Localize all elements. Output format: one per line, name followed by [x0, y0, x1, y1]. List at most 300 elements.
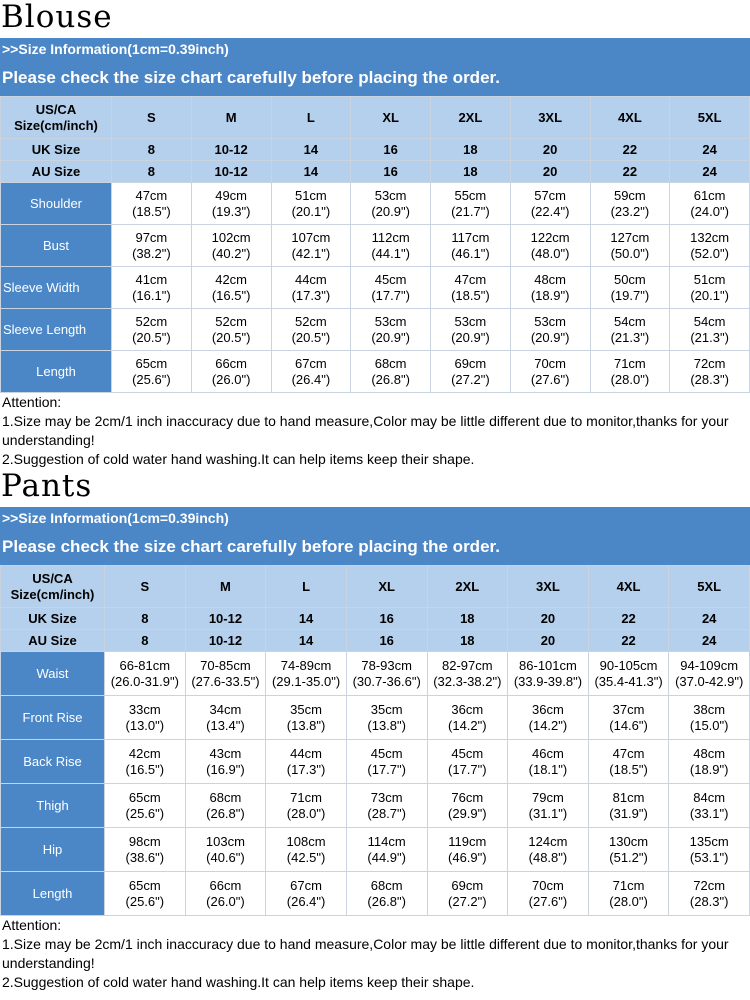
measurement-cell: [427, 652, 508, 696]
measurement-row: [1, 652, 750, 696]
measurement-cell: [508, 652, 589, 696]
measurement-cm: 42cm: [128, 745, 161, 761]
measurement-label: Thigh: [1, 784, 105, 828]
au-size-cell: 8: [105, 630, 186, 652]
measurement-row: [1, 696, 750, 740]
measurement-inch: (20.9"): [451, 329, 490, 345]
measurement-cell: [191, 225, 271, 267]
measurement-inch: (26.8"): [367, 893, 406, 909]
measurement-inch: (42.1"): [291, 245, 331, 261]
measurement-cm: 51cm: [693, 271, 726, 287]
measurement-cell: [105, 696, 186, 740]
measurement-label: Back Rise: [1, 740, 105, 784]
measurement-inch: (26.0-31.9"): [110, 673, 179, 689]
pants-size-info: >>Size Information(1cm=0.39inch): [2, 510, 229, 526]
measurement-inch: (30.7-36.6"): [352, 673, 421, 689]
measurement-inch: (26.4"): [286, 893, 326, 909]
measurement-cm: 38cm: [693, 701, 726, 717]
measurement-cell: [670, 309, 750, 351]
measurement-cell: [508, 872, 589, 916]
measurement-cell: [588, 784, 669, 828]
measurement-inch: (17.7"): [371, 287, 410, 303]
measurement-cm: 68cm: [209, 789, 242, 805]
measurement-cell: [431, 351, 511, 393]
measurement-cm: 66cm: [215, 355, 248, 371]
measurement-cm: 132cm: [690, 229, 730, 245]
au-size-cell: 22: [588, 630, 669, 652]
measurement-cm: 34cm: [209, 701, 242, 717]
size-header-cell: 3XL: [508, 566, 589, 608]
measurement-inch: (38.2"): [132, 245, 171, 261]
uk-size-cell: 18: [427, 608, 508, 630]
measurement-cm: 57cm: [534, 187, 567, 203]
measurement-cell: [185, 784, 266, 828]
measurement-cm: 68cm: [370, 877, 403, 893]
measurement-inch: (24.0"): [690, 203, 729, 219]
au-size-label: AU Size: [1, 630, 105, 652]
measurement-inch: (20.5"): [132, 329, 171, 345]
measurement-row: [1, 351, 750, 393]
measurement-inch: (23.2"): [610, 203, 650, 219]
measurement-inch: (21.7"): [451, 203, 490, 219]
measurement-cell: [271, 351, 351, 393]
pants-check-notice: Please check the size chart carefully before placing the order.: [2, 537, 500, 556]
measurement-inch: (15.0"): [689, 717, 729, 733]
au-size-cell: 14: [266, 630, 347, 652]
measurement-cell: [112, 267, 192, 309]
size-header-cell: M: [191, 97, 271, 139]
measurement-cm: 42cm: [215, 271, 248, 287]
measurement-cm: 84cm: [693, 789, 726, 805]
measurement-cell: [346, 872, 427, 916]
measurement-cm: 41cm: [135, 271, 168, 287]
measurement-inch: (26.4"): [291, 371, 331, 387]
measurement-inch: (28.0"): [609, 893, 648, 909]
measurement-inch: (31.9"): [609, 805, 648, 821]
measurement-inch: (18.5"): [451, 287, 490, 303]
measurement-inch: (28.0"): [610, 371, 650, 387]
measurement-inch: (44.9"): [367, 849, 406, 865]
measurement-inch: (17.7"): [367, 761, 406, 777]
measurement-cell: [669, 872, 750, 916]
measurement-cm: 94-109cm: [680, 657, 739, 673]
measurement-cm: 48cm: [534, 271, 567, 287]
pants-size-header-row: [1, 566, 750, 608]
measurement-row: [1, 267, 750, 309]
measurement-cm: 52cm: [215, 313, 248, 329]
measurement-inch: (18.5"): [609, 761, 648, 777]
measurement-cell: [427, 740, 508, 784]
measurement-cm: 45cm: [374, 271, 407, 287]
uk-size-cell: 10-12: [185, 608, 266, 630]
measurement-inch: (21.3"): [690, 329, 729, 345]
measurement-cell: [351, 309, 431, 351]
measurement-cell: [670, 267, 750, 309]
measurement-inch: (28.7"): [367, 805, 406, 821]
size-header-cell: XL: [346, 566, 427, 608]
uk-size-cell: 20: [510, 139, 590, 161]
measurement-cm: 54cm: [613, 313, 646, 329]
size-header-cell: M: [185, 566, 266, 608]
measurement-cm: 67cm: [294, 355, 327, 371]
measurement-inch: (29.9"): [448, 805, 487, 821]
measurement-inch: (31.1"): [528, 805, 568, 821]
pants-title: Pants: [1, 468, 93, 504]
measurement-cell: [105, 652, 186, 696]
blouse-au-row: [1, 161, 750, 183]
measurement-inch: (52.0"): [690, 245, 729, 261]
measurement-cell: [510, 351, 590, 393]
uk-size-cell: 18: [431, 139, 511, 161]
blouse-size-header-row: [1, 97, 750, 139]
measurement-inch: (40.2"): [211, 245, 251, 261]
measurement-inch: (18.1"): [528, 761, 568, 777]
measurement-inch: (13.0"): [125, 717, 165, 733]
measurement-cell: [431, 309, 511, 351]
measurement-cm: 52cm: [294, 313, 327, 329]
measurement-cell: [510, 267, 590, 309]
measurement-cell: [670, 225, 750, 267]
measurement-cell: [112, 183, 192, 225]
measurement-inch: (46.9"): [448, 849, 487, 865]
measurement-label: Shoulder: [1, 183, 112, 225]
uk-size-cell: 14: [266, 608, 347, 630]
measurement-inch: (13.8"): [367, 717, 406, 733]
measurement-label: Length: [1, 872, 105, 916]
uk-size-cell: 24: [669, 608, 750, 630]
measurement-cell: [669, 784, 750, 828]
measurement-inch: (42.5"): [286, 849, 326, 865]
measurement-cell: [346, 828, 427, 872]
measurement-cm: 61cm: [693, 187, 726, 203]
measurement-cell: [266, 696, 347, 740]
uk-size-cell: 20: [508, 608, 589, 630]
measurement-cm: 135cm: [689, 833, 729, 849]
size-header-cell: 4XL: [588, 566, 669, 608]
pants-banner: [0, 507, 750, 565]
measurement-cell: [191, 267, 271, 309]
measurement-cell: [427, 696, 508, 740]
measurement-inch: (20.1"): [291, 203, 331, 219]
note-inaccuracy: 1.Size may be 2cm/1 inch inaccuracy due to hand measure,Color may be little different due to monitor,thanks for your understanding!: [2, 936, 729, 971]
au-size-label: AU Size: [1, 161, 112, 183]
au-size-cell: 20: [508, 630, 589, 652]
measurement-inch: (50.0"): [610, 245, 650, 261]
measurement-inch: (17.3"): [291, 287, 331, 303]
measurement-cm: 102cm: [211, 229, 251, 245]
au-size-cell: 16: [346, 630, 427, 652]
size-header-cell: 5XL: [669, 566, 750, 608]
measurement-cm: 35cm: [290, 701, 322, 717]
measurement-cm: 114cm: [367, 833, 406, 849]
measurement-cell: [271, 267, 351, 309]
measurement-cm: 70cm: [534, 355, 567, 371]
measurement-cm: 53cm: [454, 313, 487, 329]
measurement-cell: [346, 740, 427, 784]
measurement-cell: [346, 784, 427, 828]
measurement-cm: 47cm: [135, 187, 168, 203]
measurement-inch: (21.3"): [610, 329, 650, 345]
size-header-label: US/CA Size(cm/inch): [1, 97, 112, 139]
measurement-cm: 52cm: [135, 313, 168, 329]
measurement-cm: 78-93cm: [361, 657, 412, 673]
uk-size-cell: 16: [351, 139, 431, 161]
measurement-cm: 44cm: [290, 745, 322, 761]
measurement-cm: 49cm: [215, 187, 248, 203]
au-size-cell: 22: [590, 161, 670, 183]
measurement-cm: 122cm: [530, 229, 570, 245]
measurement-cell: [427, 872, 508, 916]
measurement-cm: 103cm: [205, 833, 245, 849]
measurement-inch: (16.9"): [206, 761, 245, 777]
measurement-inch: (32.3-38.2"): [433, 673, 502, 689]
measurement-inch: (46.1"): [451, 245, 490, 261]
measurement-row: [1, 183, 750, 225]
measurement-cell: [590, 309, 670, 351]
measurement-cm: 117cm: [451, 229, 490, 245]
measurement-cell: [112, 351, 192, 393]
measurement-inch: (33.1"): [689, 805, 729, 821]
blouse-banner: [0, 38, 750, 96]
measurement-cm: 65cm: [135, 355, 168, 371]
blouse-size-table: [0, 96, 750, 393]
measurement-cell: [508, 740, 589, 784]
measurement-label: Length: [1, 351, 112, 393]
measurement-cell: [588, 872, 669, 916]
measurement-inch: (20.9"): [371, 203, 410, 219]
measurement-inch: (28.3"): [689, 893, 729, 909]
measurement-cm: 81cm: [612, 789, 645, 805]
measurement-inch: (18.9"): [530, 287, 570, 303]
measurement-cm: 66-81cm: [119, 657, 171, 673]
measurement-cm: 79cm: [532, 789, 564, 805]
size-header-label: US/CA Size(cm/inch): [1, 566, 105, 608]
measurement-cm: 98cm: [128, 833, 161, 849]
measurement-cell: [346, 696, 427, 740]
measurement-cell: [670, 183, 750, 225]
measurement-inch: (27.2"): [448, 893, 487, 909]
measurement-cm: 43cm: [209, 745, 242, 761]
measurement-cell: [510, 309, 590, 351]
measurement-cm: 72cm: [693, 877, 726, 893]
measurement-cell: [351, 183, 431, 225]
au-size-cell: 18: [431, 161, 511, 183]
measurement-cm: 59cm: [613, 187, 646, 203]
measurement-cm: 37cm: [612, 701, 645, 717]
measurement-inch: (51.2"): [609, 849, 648, 865]
measurement-cm: 33cm: [128, 701, 161, 717]
uk-size-cell: 24: [670, 139, 750, 161]
measurement-inch: (18.5"): [132, 203, 171, 219]
measurement-label: Waist: [1, 652, 105, 696]
note-washing: 2.Suggestion of cold water hand washing.It can help items keep their shape.: [2, 974, 475, 990]
measurement-inch: (26.8"): [371, 371, 410, 387]
measurement-inch: (17.3"): [286, 761, 326, 777]
measurement-inch: (20.9"): [530, 329, 570, 345]
measurement-cell: [590, 267, 670, 309]
au-size-cell: 24: [669, 630, 750, 652]
measurement-label: Hip: [1, 828, 105, 872]
measurement-inch: (44.1"): [371, 245, 410, 261]
measurement-cm: 36cm: [451, 701, 484, 717]
measurement-inch: (48.8"): [528, 849, 568, 865]
measurement-cell: [112, 225, 192, 267]
pants-au-row: [1, 630, 750, 652]
measurement-cell: [669, 652, 750, 696]
measurement-inch: (29.1-35.0"): [271, 673, 341, 689]
uk-size-cell: 8: [112, 139, 192, 161]
measurement-cell: [588, 696, 669, 740]
measurement-cm: 66cm: [209, 877, 242, 893]
measurement-cell: [590, 351, 670, 393]
measurement-cm: 69cm: [454, 355, 487, 371]
measurement-cell: [351, 267, 431, 309]
measurement-inch: (25.6"): [125, 805, 165, 821]
size-header-cell: 2XL: [427, 566, 508, 608]
au-size-cell: 20: [510, 161, 590, 183]
measurement-inch: (37.0-42.9"): [675, 673, 744, 689]
measurement-label: Front Rise: [1, 696, 105, 740]
measurement-inch: (16.5"): [125, 761, 165, 777]
au-size-cell: 10-12: [191, 161, 271, 183]
measurement-cm: 47cm: [454, 271, 487, 287]
measurement-cm: 97cm: [135, 229, 168, 245]
pants-notes: [0, 916, 750, 992]
measurement-cell: [185, 872, 266, 916]
attention-label: Attention:: [2, 394, 62, 410]
measurement-cm: 50cm: [613, 271, 646, 287]
measurement-cm: 36cm: [532, 701, 564, 717]
measurement-cm: 73cm: [370, 789, 403, 805]
pants-uk-row: [1, 608, 750, 630]
measurement-inch: (27.2"): [451, 371, 490, 387]
measurement-cm: 46cm: [532, 745, 564, 761]
measurement-cm: 44cm: [294, 271, 327, 287]
au-size-cell: 8: [112, 161, 192, 183]
uk-size-cell: 22: [590, 139, 670, 161]
measurement-cm: 67cm: [290, 877, 322, 893]
measurement-cell: [266, 652, 347, 696]
measurement-cm: 54cm: [693, 313, 726, 329]
pants-section: [0, 469, 750, 992]
measurement-inch: (19.3"): [211, 203, 251, 219]
uk-size-label: UK Size: [1, 139, 112, 161]
size-header-cell: S: [112, 97, 192, 139]
measurement-cm: 119cm: [448, 833, 487, 849]
measurement-label: Bust: [1, 225, 112, 267]
measurement-inch: (20.5"): [291, 329, 331, 345]
measurement-cell: [112, 309, 192, 351]
measurement-row: [1, 872, 750, 916]
measurement-cm: 65cm: [128, 877, 161, 893]
measurement-inch: (33.9-39.8"): [513, 673, 583, 689]
measurement-cm: 72cm: [693, 355, 726, 371]
au-size-cell: 18: [427, 630, 508, 652]
measurement-cell: [431, 225, 511, 267]
measurement-cell: [590, 183, 670, 225]
measurement-cell: [191, 309, 271, 351]
measurement-label: Sleeve Length: [1, 309, 112, 351]
measurement-inch: (26.0"): [211, 371, 251, 387]
measurement-cm: 112cm: [371, 229, 410, 245]
size-header-cell: XL: [351, 97, 431, 139]
measurement-cell: [105, 828, 186, 872]
size-header-cell: 5XL: [670, 97, 750, 139]
measurement-cm: 53cm: [374, 187, 407, 203]
measurement-cell: [588, 652, 669, 696]
measurement-cm: 48cm: [693, 745, 726, 761]
measurement-cell: [271, 183, 351, 225]
uk-size-cell: 22: [588, 608, 669, 630]
measurement-cell: [266, 872, 347, 916]
size-header-cell: 2XL: [431, 97, 511, 139]
measurement-cell: [669, 740, 750, 784]
measurement-inch: (20.1"): [690, 287, 729, 303]
measurement-cell: [191, 183, 271, 225]
size-header-cell: 3XL: [510, 97, 590, 139]
size-header-cell: S: [105, 566, 186, 608]
measurement-inch: (27.6-33.5"): [191, 673, 260, 689]
measurement-row: [1, 828, 750, 872]
measurement-cm: 127cm: [610, 229, 650, 245]
measurement-cm: 45cm: [451, 745, 484, 761]
measurement-inch: (16.5"): [211, 287, 251, 303]
note-washing: 2.Suggestion of cold water hand washing.It can help items keep their shape.: [2, 451, 475, 467]
measurement-cm: 55cm: [454, 187, 487, 203]
measurement-inch: (14.6"): [609, 717, 648, 733]
measurement-cell: [669, 828, 750, 872]
measurement-cell: [508, 784, 589, 828]
measurement-cm: 68cm: [374, 355, 407, 371]
measurement-cm: 76cm: [451, 789, 484, 805]
measurement-cm: 71cm: [612, 877, 645, 893]
measurement-inch: (28.0"): [286, 805, 326, 821]
measurement-cell: [351, 225, 431, 267]
measurement-inch: (53.1"): [689, 849, 729, 865]
au-size-cell: 14: [271, 161, 351, 183]
measurement-inch: (20.9"): [371, 329, 410, 345]
measurement-cm: 71cm: [290, 789, 322, 805]
measurement-inch: (40.6"): [206, 849, 245, 865]
measurement-cm: 51cm: [294, 187, 327, 203]
measurement-cell: [271, 309, 351, 351]
measurement-row: [1, 740, 750, 784]
measurement-cm: 130cm: [609, 833, 649, 849]
measurement-inch: (38.6"): [125, 849, 165, 865]
measurement-cell: [185, 828, 266, 872]
uk-size-label: UK Size: [1, 608, 105, 630]
measurement-inch: (13.8"): [286, 717, 326, 733]
blouse-check-notice: Please check the size chart carefully before placing the order.: [2, 68, 500, 87]
au-size-cell: 10-12: [185, 630, 266, 652]
size-header-cell: L: [271, 97, 351, 139]
measurement-cell: [588, 828, 669, 872]
measurement-cell: [508, 696, 589, 740]
measurement-cm: 107cm: [291, 229, 331, 245]
measurement-cell: [427, 828, 508, 872]
measurement-inch: (14.2"): [528, 717, 568, 733]
measurement-cell: [185, 740, 266, 784]
measurement-cell: [670, 351, 750, 393]
measurement-cell: [185, 696, 266, 740]
uk-size-cell: 10-12: [191, 139, 271, 161]
measurement-inch: (22.4"): [530, 203, 570, 219]
measurement-cm: 86-101cm: [519, 657, 577, 673]
measurement-cm: 82-97cm: [442, 657, 493, 673]
size-header-cell: 4XL: [590, 97, 670, 139]
measurement-cell: [590, 225, 670, 267]
measurement-cell: [266, 740, 347, 784]
